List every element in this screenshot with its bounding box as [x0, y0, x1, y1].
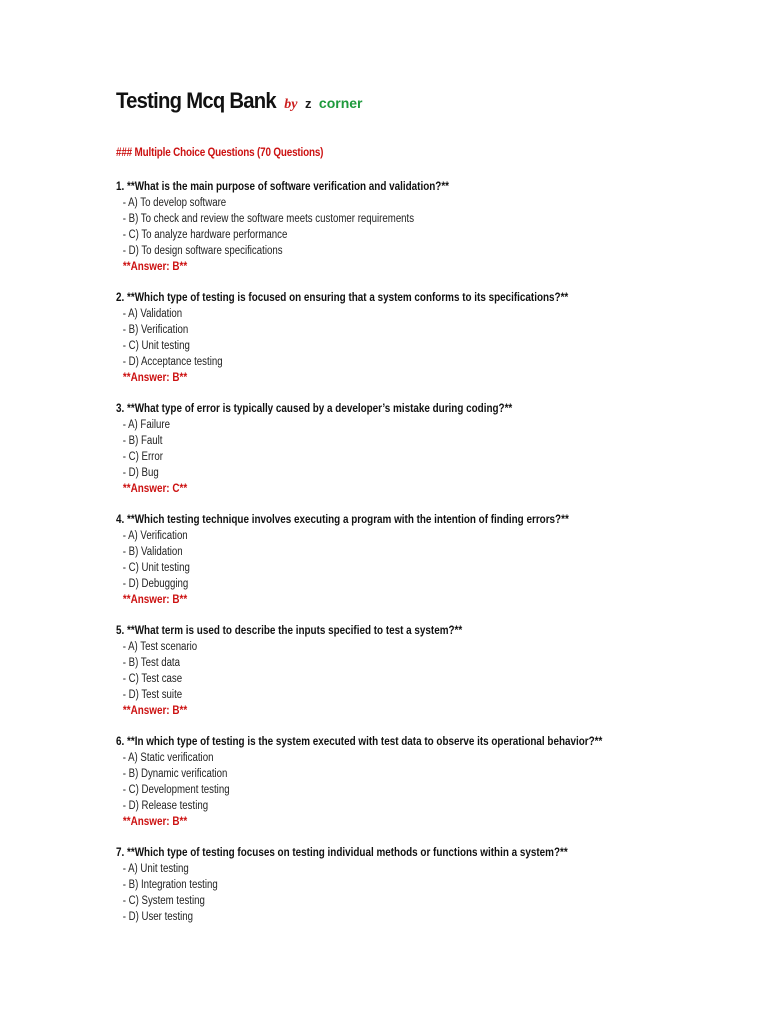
question-text: 5. **What term is used to describe the inputs specified to test a system?**: [116, 625, 463, 637]
answer-text: **Answer: C**: [122, 483, 188, 495]
question-block-3: [116, 401, 736, 497]
answer-text: **Answer: B**: [122, 705, 188, 717]
option-c: - C) Test case: [122, 673, 183, 685]
option-c: - C) Development testing: [122, 784, 230, 796]
option-d: - D) To design software specifications: [122, 245, 283, 257]
question-text: 1. **What is the main purpose of software verification and validation?**: [116, 181, 450, 193]
option-a: - A) Validation: [122, 308, 183, 320]
document-title: [116, 88, 362, 114]
option-a: - A) Unit testing: [122, 863, 189, 875]
option-b: - B) Integration testing: [122, 879, 218, 891]
option-b: - B) To check and review the software meets customer requirements: [122, 213, 415, 225]
question-text: 2. **Which type of testing is focused on ensuring that a system conforms to its specifications?**: [116, 292, 569, 304]
option-d: - D) User testing: [122, 911, 194, 923]
option-d: - D) Bug: [122, 467, 159, 479]
question-text: 3. **What type of error is typically caused by a developer’s mistake during coding?**: [116, 403, 513, 415]
option-b: - B) Test data: [122, 657, 180, 669]
question-block-4: [116, 512, 736, 608]
option-c: - C) Error: [122, 451, 163, 463]
option-d: - D) Release testing: [122, 800, 209, 812]
question-block-5: [116, 623, 736, 719]
option-b: - B) Verification: [122, 324, 189, 336]
option-d: - D) Acceptance testing: [122, 356, 223, 368]
question-text: 6. **In which type of testing is the system executed with test data to observe its operational behavior?**: [116, 736, 603, 748]
question-block-1: [116, 179, 736, 275]
section-heading: ### Multiple Choice Questions (70 Questions): [116, 147, 324, 159]
option-c: - C) Unit testing: [122, 340, 190, 352]
question-block-6: [116, 734, 736, 830]
option-c: - C) To analyze hardware performance: [122, 229, 288, 241]
answer-text: **Answer: B**: [122, 816, 188, 828]
title-corner: corner: [318, 95, 363, 111]
question-text: 7. **Which type of testing focuses on testing individual methods or functions within a system?**: [116, 847, 568, 859]
option-a: - A) Failure: [122, 419, 170, 431]
title-main: Testing Mcq Bank: [116, 88, 276, 113]
option-a: - A) Verification: [122, 530, 188, 542]
option-c: - C) Unit testing: [122, 562, 190, 574]
option-d: - D) Debugging: [122, 578, 189, 590]
question-text: 4. **Which testing technique involves executing a program with the intention of finding errors?**: [116, 514, 569, 526]
option-b: - B) Dynamic verification: [122, 768, 228, 780]
option-a: - A) Static verification: [122, 752, 214, 764]
title-z: z: [304, 96, 312, 111]
answer-text: **Answer: B**: [122, 372, 188, 384]
answer-text: **Answer: B**: [122, 261, 188, 273]
option-b: - B) Fault: [122, 435, 163, 447]
option-b: - B) Validation: [122, 546, 183, 558]
option-a: - A) Test scenario: [122, 641, 198, 653]
option-d: - D) Test suite: [122, 689, 183, 701]
question-block-2: [116, 290, 736, 386]
option-c: - C) System testing: [122, 895, 205, 907]
answer-text: **Answer: B**: [122, 594, 188, 606]
option-a: - A) To develop software: [122, 197, 227, 209]
question-block-7: [116, 845, 736, 925]
title-by: by: [284, 97, 298, 112]
